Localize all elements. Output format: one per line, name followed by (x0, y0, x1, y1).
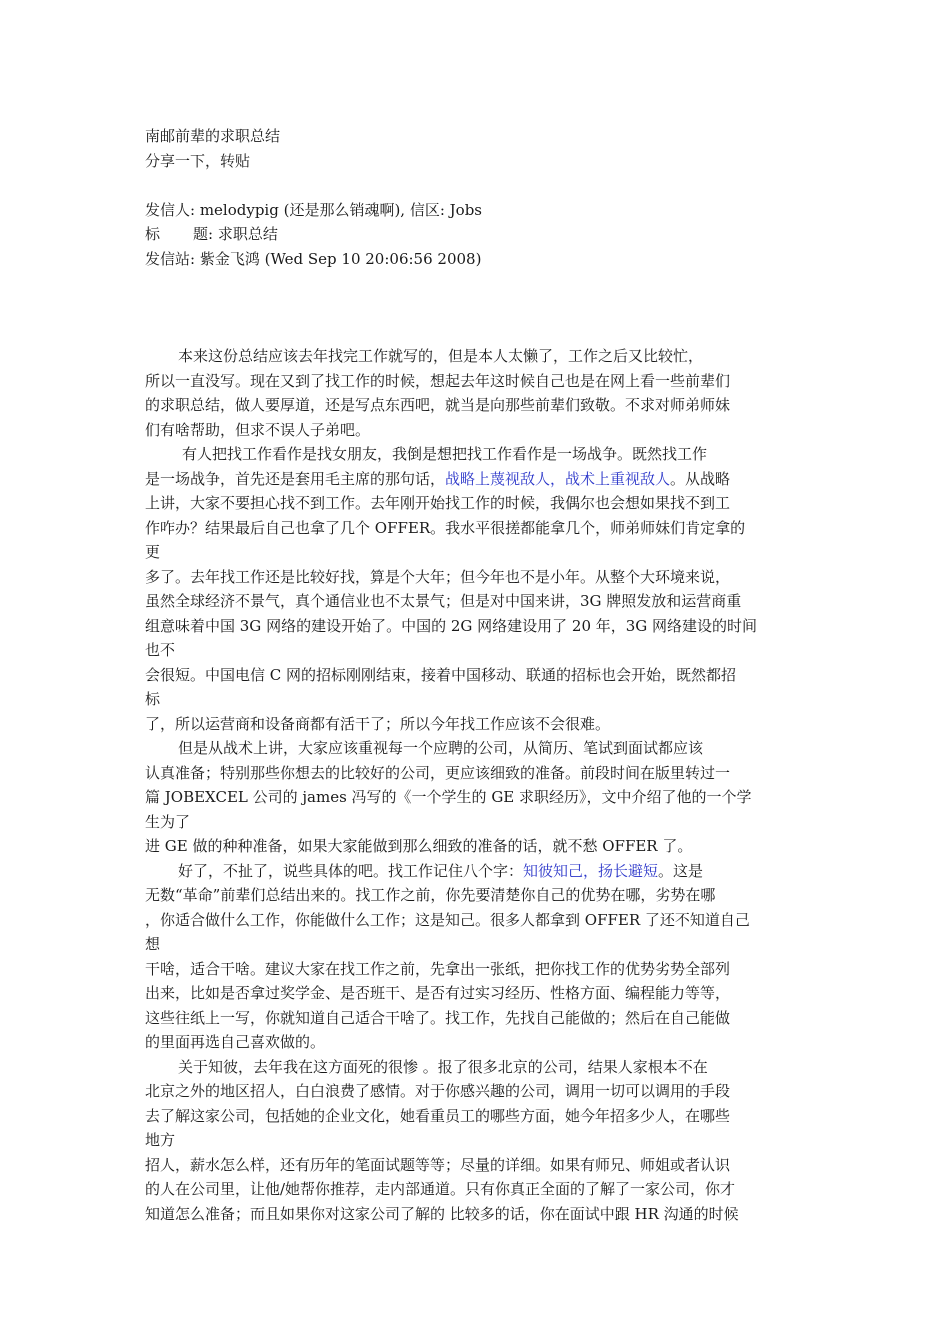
p4-text: 。这是 (658, 861, 704, 880)
p2-line: 会很短。中国电信 C 网的招标刚刚结束，接着中国移动、联通的招标也会开始，既然都招 (145, 665, 737, 684)
document-page (145, 124, 810, 1226)
p2-line: 有人把找工作看作是找女朋友，我倒是想把找工作看作是一场战争。既然找工作 (182, 445, 708, 463)
p3-line: 进 GE 做的种种准备，如果大家能做到那么细致的准备的话，就不愁 OFFER 了。 (145, 837, 693, 855)
p2-text: 是一场战争，首先还是套用毛主席的那句话， (145, 469, 446, 488)
p2-line: 多了。去年找工作还是比较好找，算是个大年；但今年也不是小年。从整个大环境来说， (145, 567, 731, 586)
p4-line: ，你适合做什么工作，你能做什么工作；这是知己。很多人都拿到 OFFER 了还不知道自己 (145, 910, 750, 929)
p1-line: 的求职总结，做人要厚道，还是写点东西吧，就当是向那些前辈们致敬。不求对师弟师妹 (145, 396, 731, 414)
p2-line: 更 (145, 543, 161, 561)
p2-line: 上讲，大家不要担心找不到工作。去年刚开始找工作的时候，我偶尔也会想如果找不到工 (145, 494, 731, 512)
spacer (145, 320, 810, 344)
p2-line: 也不 (145, 641, 176, 659)
p2-line (145, 467, 810, 492)
p4-line (145, 859, 810, 884)
p3-line: 篇 JOBEXCEL 公司的 james 冯写的《一个学生的 GE 求职经历》，文中介绍了他的一个学 (145, 788, 752, 806)
p5-line: 去了解这家公司，包括她的企业文化，她看重员工的哪些方面，她今年招多少人，在哪些 (145, 1106, 731, 1125)
meta-subject (145, 222, 810, 247)
p4-line: 出来，比如是否拿过奖学金、是否班干、是否有过实习经历、性格方面、编程能力等等， (145, 984, 731, 1002)
p4-line: 干啥，适合干啥。建议大家在找工作之前，先拿出一张纸，把你找工作的优势劣势全部列 (145, 959, 731, 978)
spacer (145, 271, 810, 320)
p3-line: 但是从战术上讲，大家应该重视每一个应聘的公司，从简历、笔试到面试都应该 (178, 739, 704, 757)
spacer (145, 173, 810, 198)
p5-line: 北京之外的地区招人，白白浪费了感情。对于你感兴趣的公司，调用一切可以调用的手段 (145, 1082, 731, 1100)
p1-line: 本来这份总结应该去年找完工作就写的，但是本人太懒了，工作之后又比较忙， (178, 347, 704, 365)
p4-line: 无数“革命”前辈们总结出来的。找工作之前，你先要清楚你自己的优势在哪，劣势在哪 (145, 886, 716, 904)
meta-subject-label-b: 题: 求职总结 (193, 225, 278, 243)
meta-from: 发信人: melodypig (还是那么销魂啊), 信区: Jobs (145, 200, 483, 219)
p2-line: 组意味着中国 3G 网络的建设开始了。中国的 2G 网络建设用了 20 年，3G 网络建设的时间 (145, 616, 758, 635)
p4-line: 的里面再选自己喜欢做的。 (145, 1033, 326, 1051)
p1-line: 所以一直没写。现在又到了找工作的时候，想起去年这时候自己也是在网上看一些前辈们 (145, 371, 731, 390)
p3-line: 认真准备；特别那些你想去的比较好的公司，更应该细致的准备。前段时间在版里转过一 (145, 763, 731, 782)
p2-line: 作咋办？结果最后自己也拿了几个 OFFER。我水平很搓都能拿几个，师弟师妹们肯定拿的 (145, 518, 746, 537)
p5-line: 的人在公司里，让他/她帮你推荐，走内部通道。只有你真正全面的了解了一家公司，你才 (145, 1180, 736, 1198)
p4-highlight: 知彼知己，扬长避短 (523, 861, 659, 880)
p3-line: 生为了 (145, 812, 191, 831)
p5-line: 知道怎么准备；而且如果你对这家公司了解的 比较多的话，你在面试中跟 HR 沟通的时候 (145, 1204, 739, 1223)
p2-highlight: 战略上蔑视敌人，战术上重视敌人 (445, 469, 671, 488)
p4-line: 这些往纸上一写，你就知道自己适合干啥了。找工作，先找自己能做的；然后在自己能做 (145, 1008, 731, 1027)
p2-line: 了，所以运营商和设备商都有活干了；所以今年找工作应该不会很难。 (145, 714, 611, 733)
p5-line: 地方 (145, 1131, 176, 1149)
document-subtitle: 分享一下，转贴 (145, 151, 251, 170)
p2-line: 虽然全球经济不景气，真个通信业也不太景气；但是对中国来讲，3G 牌照发放和运营商重 (145, 592, 742, 610)
p5-line: 招人，薪水怎么样，还有历年的笔面试题等等；尽量的详细。如果有师兄、师姐或者认识 (145, 1155, 731, 1174)
p5-line: 关于知彼，去年我在这方面死的很惨 。报了很多北京的公司，结果人家根本不在 (178, 1057, 708, 1076)
meta-subject-label-a: 标 (145, 225, 161, 243)
p1-line: 们有啥帮助，但求不误人子弟吧。 (145, 420, 371, 439)
p2-text: 。从战略 (670, 469, 731, 488)
p2-line: 标 (145, 690, 161, 708)
p4-text: 好了，不扯了，说些具体的吧。找工作记住八个字： (178, 861, 524, 880)
meta-station: 发信站: 紫金飞鸿 (Wed Sep 10 20:06:56 2008) (145, 249, 482, 268)
document-title: 南邮前辈的求职总结 (145, 127, 281, 145)
p4-line: 想 (145, 935, 161, 953)
